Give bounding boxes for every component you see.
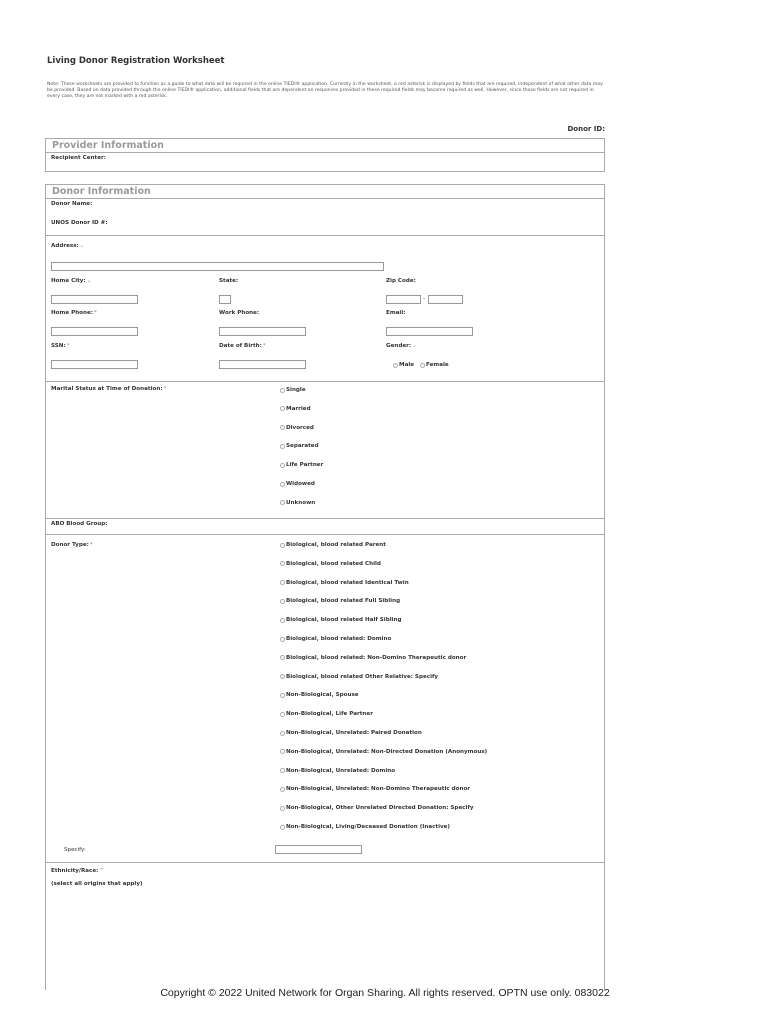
radio-option-label: Separated xyxy=(286,443,319,450)
provider-section xyxy=(45,138,605,172)
radio-circle-icon[interactable] xyxy=(280,618,285,623)
radio-option-label: Life Partner xyxy=(286,462,324,469)
zip-code-label: Zip Code: xyxy=(386,278,416,284)
donortype-option-radio[interactable] xyxy=(280,580,409,586)
gender-female-radio[interactable]: Female xyxy=(420,362,449,368)
radio-circle-icon[interactable] xyxy=(280,749,285,754)
work-phone-input[interactable] xyxy=(219,327,306,336)
unos-donor-id-label: UNOS Donor ID #: xyxy=(51,220,108,226)
donor-heading: Donor Information xyxy=(52,186,151,197)
marital-option-radio[interactable] xyxy=(280,425,314,431)
ssn-input[interactable] xyxy=(51,360,138,369)
radio-circle-icon[interactable] xyxy=(280,825,285,830)
radio-option-label: Non-Biological, Life Partner xyxy=(286,711,373,718)
gender-male-radio[interactable]: Male xyxy=(393,362,414,368)
home-city-input[interactable] xyxy=(51,295,138,304)
donor-section xyxy=(45,184,605,990)
radio-option-label: Biological, blood related Parent xyxy=(286,542,386,548)
worksheet-note: Note: These worksheets are provided to function as a guide to what data will be required in the online TIEDI® application. Currently in the worksheet, a red asterisk is displayed by fields that are required, independent of what other data may be provided. Based on data provided through the online TIEDI® application, additional fields that are dependent on responses provided in these required fields may become required as well. However, since those fields are not required in every case, they are not marked with a red asterisk. xyxy=(47,82,603,99)
donortype-option-radio[interactable] xyxy=(280,636,391,642)
recipient-center-label: Recipient Center: xyxy=(51,155,106,161)
radio-circle-icon[interactable] xyxy=(280,425,285,430)
donortype-option-radio[interactable] xyxy=(280,805,474,811)
email-input[interactable] xyxy=(386,327,473,336)
ssn-label: SSN:* xyxy=(51,343,70,349)
zip-extension-input[interactable] xyxy=(428,295,463,304)
divider xyxy=(45,862,605,863)
marital-option-radio[interactable] xyxy=(280,500,315,506)
radio-option-label: Biological, blood related Child xyxy=(286,560,381,567)
donortype-option-radio[interactable] xyxy=(280,617,402,623)
zip-dash: - xyxy=(423,296,426,302)
radio-circle-icon[interactable] xyxy=(280,388,285,393)
marital-option-radio[interactable] xyxy=(280,406,311,412)
donor-name-label: Donor Name: xyxy=(51,201,93,207)
radio-option-label: Married xyxy=(286,405,311,412)
donor-id-label: Donor ID: xyxy=(567,125,605,133)
radio-circle-icon[interactable] xyxy=(280,806,285,811)
work-phone-label: Work Phone: xyxy=(219,310,260,316)
radio-circle-icon[interactable] xyxy=(280,580,285,585)
home-phone-input[interactable] xyxy=(51,327,138,336)
radio-option-label: Biological, blood related Identical Twin xyxy=(286,579,409,586)
provider-heading: Provider Information xyxy=(52,140,164,151)
marital-option-radio[interactable] xyxy=(280,387,306,393)
copyright-footer: Copyright © 2022 United Network for Organ Sharing. All rights reserved. OPTN use only. 083022 xyxy=(160,987,610,999)
radio-circle-icon[interactable] xyxy=(280,500,285,505)
radio-option-label: Non-Biological, Spouse xyxy=(286,692,359,699)
ethnicity-race-label: Ethnicity/Race:^ xyxy=(51,868,105,874)
radio-option-label: Non-Biological, Unrelated: Non-Directed Donation (Anonymous) xyxy=(286,748,488,755)
specify-input[interactable] xyxy=(275,845,362,854)
radio-option-label: Single xyxy=(286,387,306,393)
divider xyxy=(45,534,605,535)
radio-option-label: Biological, blood related Half Sibling xyxy=(286,617,402,624)
donortype-option-radio[interactable] xyxy=(280,674,438,680)
radio-circle-icon[interactable] xyxy=(280,444,285,449)
dob-label: Date of Birth:* xyxy=(219,343,266,349)
gender-label: Gender:⌄ xyxy=(386,343,417,349)
home-city-label: Home City:⌄ xyxy=(51,278,92,284)
marital-option-radio[interactable] xyxy=(280,462,323,468)
radio-circle-icon[interactable] xyxy=(280,787,285,792)
marital-status-label: Marital Status at Time of Donation:* xyxy=(51,386,167,392)
radio-circle-icon[interactable] xyxy=(280,406,285,411)
address-label: Address:⌄ xyxy=(51,243,85,249)
radio-circle-icon[interactable] xyxy=(280,561,285,566)
radio-circle-icon[interactable] xyxy=(280,674,285,679)
donortype-option-radio[interactable] xyxy=(280,561,381,567)
radio-option-label: Widowed xyxy=(286,481,315,487)
marital-option-radio[interactable] xyxy=(280,481,315,487)
divider xyxy=(45,518,605,519)
radio-option-label: Non-Biological, Other Unrelated Directed Donation: Specify xyxy=(286,805,474,812)
radio-circle-icon[interactable] xyxy=(280,655,285,660)
radio-option-label: Biological, blood related: Domino xyxy=(286,636,392,642)
donortype-option-radio[interactable] xyxy=(280,598,400,604)
dob-input[interactable] xyxy=(219,360,306,369)
state-input[interactable] xyxy=(219,295,231,304)
divider xyxy=(45,198,605,199)
divider xyxy=(45,235,605,236)
radio-option-label: Biological, blood related: Non-Domino Therapeutic donor xyxy=(286,654,467,661)
radio-option-label: Biological, blood related Full Sibling xyxy=(286,598,401,605)
radio-circle-icon[interactable] xyxy=(280,731,285,736)
radio-option-label: Non-Biological, Unrelated: Non-Domino Therapeutic donor xyxy=(286,786,471,793)
donortype-option-radio[interactable] xyxy=(280,692,359,698)
radio-option-label: Non-Biological, Unrelated: Paired Donation xyxy=(286,730,422,736)
email-label: Email: xyxy=(386,310,406,316)
radio-option-label: Non-Biological, Living/Deceased Donation (Inactive) xyxy=(286,824,450,830)
donortype-option-radio[interactable] xyxy=(280,655,466,661)
radio-circle-icon[interactable] xyxy=(280,463,285,468)
donortype-option-radio[interactable] xyxy=(280,730,422,736)
radio-circle-icon[interactable] xyxy=(280,712,285,717)
page-title: Living Donor Registration Worksheet xyxy=(47,56,225,66)
donor-type-label: Donor Type:* xyxy=(51,542,93,548)
divider xyxy=(45,152,605,153)
zip-code-input[interactable] xyxy=(386,295,421,304)
marital-option-radio[interactable] xyxy=(280,443,319,449)
abo-blood-group-label: ABO Blood Group: xyxy=(51,521,108,527)
radio-circle-icon[interactable] xyxy=(280,543,285,548)
radio-circle-icon[interactable] xyxy=(280,599,285,604)
radio-option-label: Non-Biological, Unrelated: Domino xyxy=(286,767,396,774)
radio-circle-icon[interactable] xyxy=(280,693,285,698)
radio-circle-icon[interactable] xyxy=(280,768,285,773)
radio-circle-icon[interactable] xyxy=(280,637,285,642)
donortype-option-radio[interactable] xyxy=(280,768,395,774)
donortype-option-radio[interactable] xyxy=(280,786,470,792)
divider xyxy=(45,381,605,382)
donortype-option-radio[interactable] xyxy=(280,749,487,755)
donortype-option-radio[interactable] xyxy=(280,711,373,717)
state-label: State: xyxy=(219,278,239,284)
address-input[interactable] xyxy=(51,262,384,271)
radio-option-label: Biological, blood related Other Relative: Specify xyxy=(286,673,439,680)
donortype-option-radio[interactable] xyxy=(280,542,386,548)
radio-option-label: Divorced xyxy=(286,424,314,431)
donortype-option-radio[interactable] xyxy=(280,824,450,830)
radio-option-label: Unknown xyxy=(286,499,316,506)
ethnicity-instruction: (select all origins that apply) xyxy=(51,881,143,887)
home-phone-label: Home Phone:* xyxy=(51,310,97,316)
specify-label: Specify: xyxy=(64,847,86,853)
radio-circle-icon[interactable] xyxy=(280,482,285,487)
